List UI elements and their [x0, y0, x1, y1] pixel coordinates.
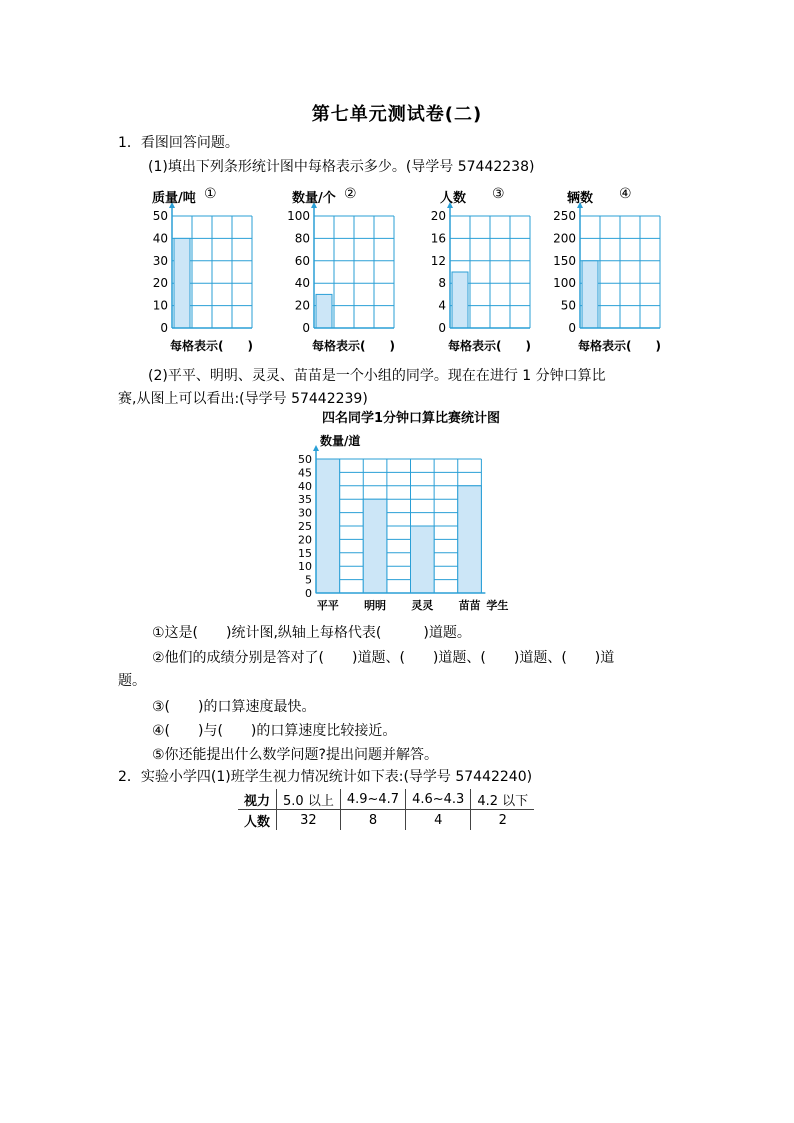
y-axis-label: 数量/个 [292, 191, 336, 206]
bar [411, 526, 435, 593]
table-header-cell: 5.0 以上 [277, 789, 341, 810]
bar [316, 294, 332, 328]
y-tick-label: 50 [560, 298, 576, 313]
sub-question-5: ⑤你还能提出什么数学问题?提出问题并解答。 [152, 747, 438, 763]
question-1-part-1: (1)填出下列条形统计图中每格表示多少。(导学号 57442238) [148, 159, 535, 175]
table-header-cell: 4.2 以下 [471, 789, 534, 810]
chart-number-marker: ③ [492, 186, 505, 202]
table-header-row [238, 789, 534, 810]
table-cell: 4 [406, 810, 471, 831]
y-tick-label: 10 [152, 298, 168, 313]
chart-number-marker: ② [344, 186, 357, 202]
x-axis-label: 学生 [486, 599, 509, 612]
y-tick-label: 8 [438, 276, 446, 291]
x-tick-label: 明明 [364, 599, 387, 612]
table-header-cell: 4.6~4.3 [406, 789, 471, 810]
y-tick-label: 30 [298, 506, 312, 520]
question-1-part-2-line-1: (2)平平、明明、灵灵、苗苗是一个小组的同学。现在在进行 1 分钟口算比 [148, 368, 606, 384]
chart-caption: 每格表示( ) [312, 339, 395, 353]
table-cell: 32 [277, 810, 341, 831]
vision-table [238, 789, 534, 830]
chart-caption: 每格表示( ) [170, 339, 253, 353]
sub-question-2-line-1: ②他们的成绩分别是答对了( )道题、( )道题、( )道题、( )道 [152, 650, 615, 666]
chart-number-marker: ④ [619, 186, 632, 202]
y-tick-label: 0 [305, 587, 312, 600]
chart-caption: 每格表示( ) [578, 339, 661, 353]
question-1-part-2-line-2: 赛,从图上可以看出:(导学号 57442239) [118, 391, 368, 407]
y-tick-label: 50 [152, 209, 168, 223]
table-cell: 8 [340, 810, 405, 831]
oral-arithmetic-bar-chart [0, 408, 794, 618]
y-tick-label: 100 [553, 276, 576, 291]
y-tick-label: 250 [553, 209, 576, 223]
y-tick-label: 5 [305, 573, 312, 587]
y-axis-label: 质量/吨 [152, 191, 196, 206]
y-tick-label: 10 [298, 560, 312, 574]
x-tick-label: 平平 [316, 599, 339, 612]
bar [174, 238, 190, 328]
question-2-heading: 2．实验小学四(1)班学生视力情况统计如下表:(导学号 57442240) [118, 769, 533, 785]
y-axis-label: 人数 [440, 191, 467, 206]
y-tick-label: 45 [298, 466, 312, 480]
table-row [238, 810, 534, 831]
sub-question-3: ③( )的口算速度最快。 [152, 699, 316, 715]
y-tick-label: 25 [298, 520, 312, 533]
y-tick-label: 80 [294, 231, 310, 246]
y-tick-label: 150 [553, 253, 576, 268]
y-tick-label: 15 [298, 546, 312, 560]
y-tick-label: 40 [152, 231, 168, 246]
bar [316, 459, 340, 593]
y-tick-label: 35 [298, 493, 312, 507]
y-axis-arrow [313, 445, 319, 451]
bar [363, 499, 387, 593]
page-title: 第七单元测试卷(二) [311, 104, 483, 125]
y-tick-label: 20 [430, 209, 446, 223]
question-1-heading: 1．看图回答问题。 [118, 135, 239, 151]
y-tick-label: 40 [298, 479, 312, 493]
y-tick-label: 0 [160, 321, 168, 335]
y-tick-label: 4 [438, 298, 446, 313]
y-tick-label: 20 [152, 276, 168, 291]
y-tick-label: 100 [287, 209, 310, 223]
y-tick-label: 30 [152, 253, 168, 268]
y-tick-label: 40 [294, 276, 310, 291]
y-tick-label: 60 [294, 253, 310, 268]
small-bar-charts [0, 180, 794, 360]
y-tick-label: 50 [298, 453, 312, 466]
table-cell: 2 [498, 812, 507, 828]
y-tick-label: 12 [430, 253, 446, 268]
bar [582, 261, 598, 328]
y-tick-label: 0 [568, 321, 576, 335]
sub-question-2-line-2: 题。 [118, 673, 146, 689]
y-tick-label: 20 [294, 298, 310, 313]
y-tick-label: 0 [302, 321, 310, 335]
bar [458, 486, 482, 593]
chart-number-marker: ① [204, 186, 217, 202]
table-header-cell: 4.9~4.7 [340, 789, 405, 810]
y-axis-label: 辆数 [567, 191, 594, 206]
chart-caption: 每格表示( ) [448, 339, 531, 353]
x-tick-label: 苗苗 [458, 599, 481, 612]
y-tick-label: 20 [298, 533, 312, 547]
x-tick-label: 灵灵 [411, 599, 434, 612]
sub-question-4: ④( )与( )的口算速度比较接近。 [152, 723, 397, 739]
sub-question-1: ①这是( )统计图,纵轴上每格代表( )道题。 [152, 625, 471, 641]
y-tick-label: 16 [430, 231, 446, 246]
y-tick-label: 0 [438, 321, 446, 335]
table-header-cell: 视力 [238, 789, 277, 810]
y-axis-label: 数量/道 [320, 434, 361, 448]
table-cell: 人数 [238, 810, 277, 831]
bar [452, 272, 468, 328]
y-tick-label: 200 [553, 231, 576, 246]
chart-title: 四名同学1分钟口算比赛统计图 [321, 411, 501, 426]
